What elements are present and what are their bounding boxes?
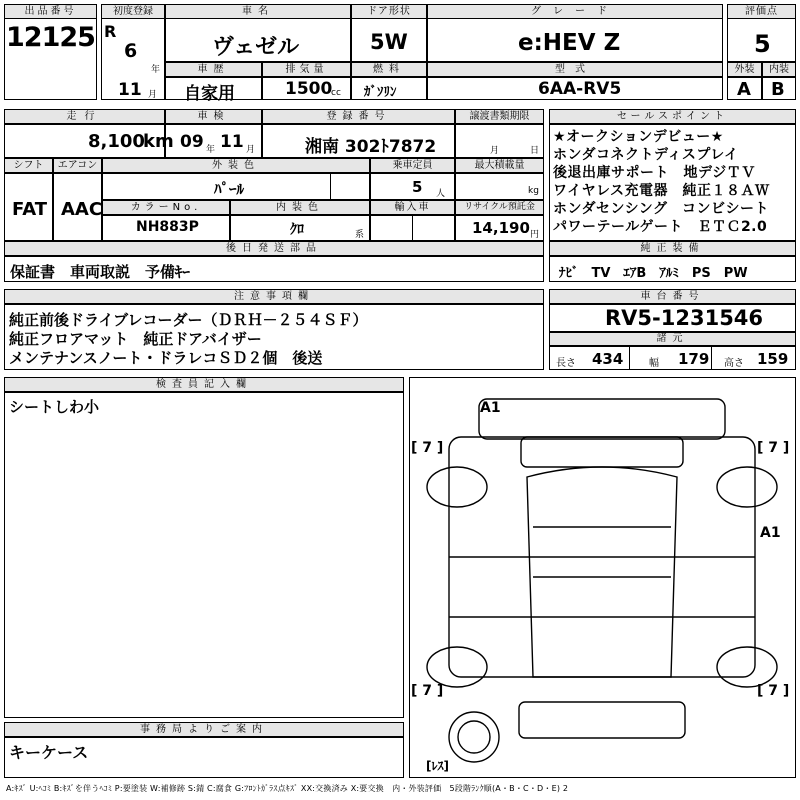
tire-fr: [ 7 ] <box>757 440 790 456</box>
score: 5 <box>754 30 771 58</box>
inspector-label: 検査員記入欄 <box>4 377 404 392</box>
first-reg-year-unit: 年 <box>151 65 161 75</box>
int-color-label: 内装色 <box>230 200 370 215</box>
ext-score-label: 外装 <box>727 62 762 77</box>
equipment-label: 純正装備 <box>549 241 796 256</box>
width: 179 <box>678 350 710 368</box>
import-label: 輸入車 <box>370 200 455 215</box>
sales-point-line: パワーテールゲート ＥＴＣ2.0 <box>553 219 768 235</box>
score-label: 評価点 <box>727 4 796 19</box>
inspector-box <box>4 392 404 718</box>
int-color: ｸﾛ <box>290 222 304 238</box>
displacement-unit: cc <box>331 88 341 98</box>
color-no: NH883P <box>136 219 199 235</box>
inspection-year-unit: 年 <box>206 145 216 155</box>
wheel-rl-outline <box>427 647 487 687</box>
height: 159 <box>757 350 789 368</box>
fuel: ｶﾞｿﾘﾝ <box>364 85 397 100</box>
wheel-rr-outline <box>717 647 777 687</box>
recycle-unit: 円 <box>530 230 540 240</box>
notes-line: 純正フロアマット 純正ドアバイザー <box>9 330 262 348</box>
mark-a1-side: A1 <box>760 525 781 541</box>
chassis-label: 車台番号 <box>549 289 796 304</box>
ac-label: エアコン <box>53 158 102 173</box>
int-score-label: 内装 <box>762 62 796 77</box>
capacity-unit: 人 <box>436 189 446 199</box>
first-reg-month-unit: 月 <box>148 90 158 100</box>
transfer-month-unit: 月 <box>490 146 500 156</box>
height-label: 高さ <box>724 358 744 369</box>
grade: e:HEV Z <box>518 30 621 56</box>
first-reg-era: R <box>104 22 117 41</box>
ext-color-label: 外装色 <box>102 158 370 173</box>
model: 6AA-RV5 <box>538 79 622 99</box>
transfer-label: 譲渡書類期限 <box>455 109 544 124</box>
spare-tire-inner <box>458 721 490 753</box>
mileage-unit: km <box>143 131 174 152</box>
spare-tire <box>449 712 499 762</box>
tire-rr: [ 7 ] <box>757 683 790 699</box>
first-reg-month: 11 <box>118 80 142 100</box>
max-load-unit: kg <box>528 186 539 196</box>
car-name-label: 車名 <box>165 4 351 19</box>
recycle-label: リサイクル預託金 <box>455 200 544 215</box>
roof-outline <box>527 467 677 677</box>
ext-score: A <box>737 79 751 100</box>
fuel-label: 燃料 <box>351 62 427 77</box>
inspection-month: 11 <box>220 132 244 152</box>
transfer-day-unit: 日 <box>530 146 540 156</box>
dims-label: 諸元 <box>549 332 796 346</box>
color-no-label: カラーNo. <box>102 200 230 215</box>
ext-color-sub <box>330 173 370 200</box>
int-score: B <box>771 79 785 100</box>
ext-color: ﾊﾟｰﾙ <box>214 180 245 198</box>
sales-point-line: ★オークションデビュー★ <box>553 129 724 145</box>
shift: FAT <box>12 199 48 220</box>
notes-line: 純正前後ドライブレコーダー（ＤＲＨ－２５４ＳＦ） <box>9 311 368 329</box>
office-label: 事務局よりご案内 <box>4 722 404 737</box>
sales-point-line: ホンダコネクトディスプレイ <box>553 147 739 163</box>
inspection-label: 車検 <box>165 109 262 124</box>
history: 自家用 <box>184 84 235 104</box>
length-label: 長さ <box>556 358 576 369</box>
plate-label: 登録番号 <box>262 109 455 124</box>
recycle: 14,190 <box>472 219 530 237</box>
sales-point-line: ワイヤレス充電器 純正１８ＡＷ <box>553 183 770 199</box>
capacity-label: 乗車定員 <box>370 158 455 173</box>
sales-point-line: ホンダセンシング コンビシート <box>553 201 769 217</box>
tire-fl: [ 7 ] <box>411 440 444 456</box>
first-reg-label: 初度登録 <box>101 4 165 19</box>
grade-label: グレード <box>427 4 723 19</box>
lot-label: 出品番号 <box>4 4 97 19</box>
mileage-label: 走行 <box>4 109 165 124</box>
length: 434 <box>592 350 624 368</box>
plate: 湘南 302ﾄ7872 <box>305 137 437 157</box>
legend: A:ｷｽﾞ U:ﾍｺﾐ B:ｷｽﾞを伴うﾍｺﾐ P:要塗装 W:補修跡 S:錆 C:腐食 G:ﾌﾛﾝﾄｶﾞﾗｽ点ｷｽﾞ XX:交換済み X:要交換 内・外装評価 5段階ﾗﾝｸ順(A・B・C・D・E) 2 <box>6 784 569 793</box>
car-name: ヴェゼル <box>212 35 300 60</box>
spare-label: [ﾚｽ] <box>426 759 449 773</box>
width-label: 幅 <box>649 358 659 369</box>
bumper-front <box>479 399 725 439</box>
windshield <box>521 437 683 467</box>
history-label: 車歴 <box>165 62 262 77</box>
ac: AAC <box>61 199 103 220</box>
wheel-fr-outline <box>717 467 777 507</box>
door-type: 5W <box>370 30 408 54</box>
model-label: 型式 <box>427 62 723 77</box>
lot-number: 12125 <box>6 22 95 53</box>
mark-a1-front: A1 <box>480 400 501 416</box>
capacity: 5 <box>412 178 423 196</box>
displacement-label: 排気量 <box>262 62 351 77</box>
chassis-number: RV5-1231546 <box>605 306 764 330</box>
notes-label: 注意事項欄 <box>4 289 544 304</box>
wheel-fl-outline <box>427 467 487 507</box>
shift-label: シフト <box>4 158 53 173</box>
inspection-month-unit: 月 <box>246 145 256 155</box>
tire-rl: [ 7 ] <box>411 683 444 699</box>
displacement: 1500 <box>285 79 333 99</box>
first-reg-year: 6 <box>124 40 138 62</box>
bumper-rear <box>519 702 685 738</box>
notes-line: メンテナンスノート・ドラレコＳＤ２個 後送 <box>9 349 323 367</box>
office-note: キーケース <box>9 743 89 762</box>
mileage: 8,100 <box>88 131 145 152</box>
sales-points-label: セールスポイント <box>549 109 796 124</box>
int-color-unit: 系 <box>355 230 365 240</box>
later-parts: 保証書 車両取説 予備ｷｰ <box>10 263 191 281</box>
sales-point-line: 後退出庫サポート 地デジＴＶ <box>553 165 756 181</box>
import-sub <box>412 215 455 241</box>
inspector-note: シートしわ小 <box>9 398 100 416</box>
max-load-label: 最大積載量 <box>455 158 544 173</box>
inspection-year: 09 <box>180 132 204 152</box>
door-label: ドア形状 <box>351 4 427 19</box>
later-parts-label: 後日発送部品 <box>4 241 544 256</box>
equipment: ﾅﾋﾞ TV ｴｱB ｱﾙﾐ PS PW <box>559 266 748 281</box>
car-diagram <box>409 377 796 778</box>
